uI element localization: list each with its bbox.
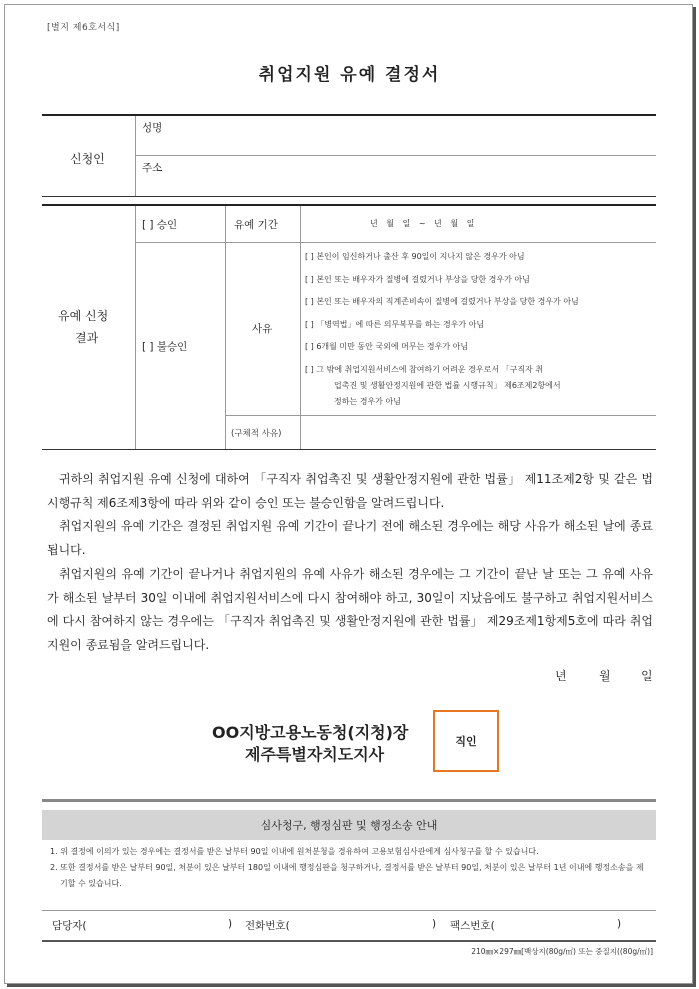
appeal-notes [50, 844, 650, 892]
address-label: 주소 [142, 162, 163, 174]
issuer-name: OO지방고용노동청(지청)장 [212, 723, 409, 742]
phone-label: 전화번호( [245, 920, 290, 932]
applicant-label: 신청인 [70, 152, 105, 166]
paper-spec: 210㎜×297㎜[백상지(80g/㎡) 또는 중질지((80g/㎡)] [471, 947, 653, 956]
date-year: 년 [555, 669, 567, 683]
notice-paragraph: 귀하의 취업지원 유예 신청에 대하여 「구직자 취업촉진 및 생활안정지원에 관한 법률」 제11조제2항 및 같은 법 시행규칙 제6조제3항에 따라 위와 같이 승인 또는 불승인함을 알려드립니다. [47, 472, 653, 510]
date-day: 일 [641, 669, 653, 683]
appeal-guide-header [42, 810, 656, 840]
fax-close: ) [617, 918, 622, 930]
reason-item-cont: 업촉진 및 생활안정지원에 관한 법률 시행규칙」 제6조제2항에서 [334, 381, 561, 390]
divider [42, 196, 656, 197]
divider [42, 910, 656, 911]
reason-item-cont: 정하는 경우가 아님 [334, 397, 401, 406]
form-number: [별지 제6호서식] [47, 23, 120, 33]
phone-close: ) [432, 918, 437, 930]
divider [135, 242, 656, 243]
official-seal-box [433, 710, 499, 772]
fax-label: 팩스번호( [450, 920, 495, 932]
reason-label: 사유 [252, 323, 273, 335]
divider [135, 155, 656, 156]
appeal-note: 2. 또한 결정서를 받은 날부터 90일, 처분이 있은 날부터 180일 이내에 행정심판을 청구하거나, 결정서를 받은 날부터 90일, 처분이 있은 날부터 1년 이내에 행정소송을 제기할 수 있습니다. [50, 863, 644, 888]
reason-item[interactable]: [ ] 그 밖에 취업지원서비스에 참여하기 어려운 경우로서 「구직자 취 [305, 365, 544, 374]
reason-item[interactable]: [ ] 본인 또는 배우자가 질병에 걸렸거나 부상을 당한 경우가 아님 [305, 275, 530, 284]
reason-item[interactable]: [ ] 6개월 미만 동안 국외에 머무는 경우가 아님 [305, 342, 469, 351]
specific-reason-label: (구체적 사유) [231, 429, 282, 439]
approve-checkbox[interactable]: [ ] 승인 [142, 219, 178, 231]
result-label: 유예 신청 [58, 309, 109, 323]
period-value: 년 월 일 ~ 년 월 일 [370, 219, 475, 228]
reason-item[interactable]: [ ] 본인 또는 배우자의 직계존비속이 질병에 걸렸거나 부상을 당한 경우가 아님 [305, 297, 579, 306]
reason-item[interactable]: [ ] 「병역법」에 따른 의무복무를 하는 경우가 아님 [305, 320, 485, 329]
appeal-note: 1. 위 결정에 이의가 있는 경우에는 결정서를 받은 날부터 90일 이내에 원처분청을 경유하여 고용보험심사관에게 심사청구를 할 수 있습니다. [50, 847, 539, 856]
manager-close: ) [228, 918, 233, 930]
notice-paragraph: 취업지원의 유예 기간이 끝나거나 취업지원의 유예 사유가 해소된 경우에는 그 기간이 끝난 날 또는 그 유예 사유가 해소된 날부터 30일 이내에 취업지원서비스에 다시 참여해야 하고, 30일이 지났음에도 불구하고 취업지원서비스에 다시 참여하지 않는 경우에는 「구직자 취업촉진 및 생활안정지원에 관한 법률」 제29조제1항제5호에 따라 취업지원이 종료됨을 알려드립니다. [47, 567, 653, 652]
manager-label: 담당자( [52, 920, 87, 932]
period-label: 유예 기간 [234, 219, 278, 231]
date-month: 월 [599, 669, 611, 683]
notice-paragraph: 취업지원의 유예 기간은 결정된 취업지원 유예 기간이 끝나기 전에 해소된 경우에는 해당 사유가 해소된 날에 종료됩니다. [47, 519, 653, 557]
divider [42, 799, 656, 802]
document-title: 취업지원 유예 결정서 [258, 65, 441, 85]
result-label: 결과 [75, 331, 99, 345]
divider [42, 449, 656, 450]
divider [42, 940, 656, 942]
name-label: 성명 [142, 122, 163, 134]
reject-checkbox[interactable]: [ ] 불승인 [142, 341, 188, 353]
divider [225, 415, 656, 416]
issuer-name: 제주특별자치도지사 [245, 745, 385, 764]
divider [135, 116, 136, 196]
reason-item[interactable]: [ ] 본인이 임신하거나 출산 후 90일이 지나지 않은 경우가 아님 [305, 252, 525, 261]
appeal-guide-title: 심사청구, 행정심판 및 행정소송 안내 [260, 819, 438, 832]
seal-label: 직인 [455, 735, 477, 748]
